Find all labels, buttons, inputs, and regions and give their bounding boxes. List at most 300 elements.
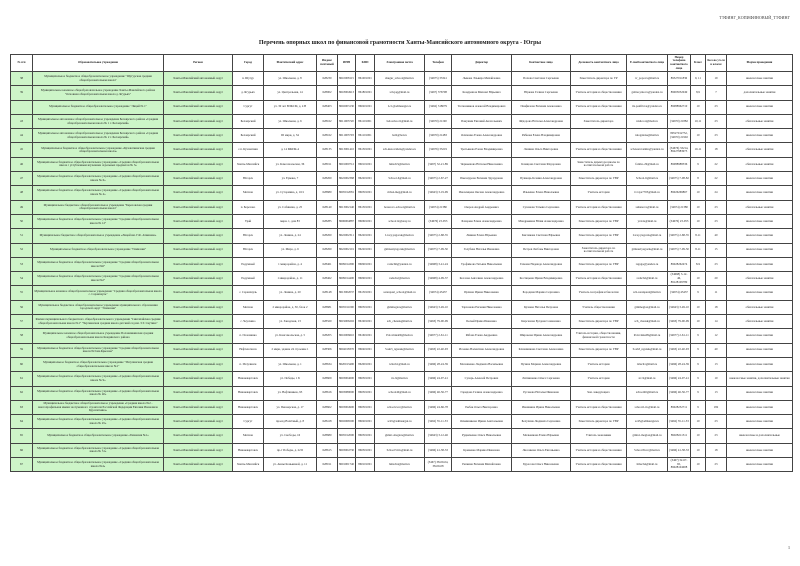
table-cell: 10 [691,129,706,143]
table-cell: Тютюнников Алексей Владимирович [452,100,512,114]
table-cell: 13 [706,357,727,371]
table-cell: Ханты-Мансийск [233,458,264,472]
table-cell: Зам. заведующего [571,386,627,400]
table-cell: Ханты-Мансийский автономный округ [164,100,233,114]
table-cell: 862001001 [356,357,375,371]
table-cell: 54 [11,272,33,286]
table-cell: Ханты-Мансийский автономный округ [164,214,233,228]
table-cell: внеклассные занятия [727,415,793,429]
table-cell: (3466) 24-07-41 [425,372,452,386]
table-cell: обязательные занятия [727,114,793,128]
table-cell: 8603089000 [338,386,356,400]
table-cell: ул. 30 лет ВЛКСМ, д. 4 В [264,100,317,114]
table-cell: Югорск [233,229,264,243]
table-cell: 89028211311 [668,429,691,443]
table-cell: (34643) 3-49-10 [425,300,452,314]
table-cell: Ханты-Мансийский автономный округ [164,257,233,271]
table-cell: Учитель истории и обществознания [571,400,627,414]
table-cell: ул. Комсомольская, 36 [264,157,317,171]
table-cell: Радужный [233,257,264,271]
table-cell: Широкова Ирина Александровна [512,329,571,343]
table-cell: п. Березово [233,200,264,214]
table-cell: Муниципальное бюджетное общеобразовательное учреждение «Средняя общеобразовательная школа № 4» [33,186,164,200]
table-cell: Рябкова Елена Владимировна [512,129,571,143]
table-cell: Ливина Елена Юрьевна [452,229,512,243]
column-header: Регион [164,55,233,72]
table-cell: 628306 [317,343,338,357]
table-cell: Попова Светлана Сергеевна [512,72,571,86]
table-cell: Учитель истории [571,357,627,371]
table-cell: izluch1@mail.ru [627,357,668,371]
table-cell: 89028252711 [668,400,691,414]
table-cell: Муниципальное автономное общеобразовательное учреждение Белоярского района «Средняя общеобразовательная школа № 2 г. Белоярский» [33,129,164,143]
column-header: Город [233,55,264,72]
table-cell: 57 [11,315,33,329]
table-cell: suhanova@mail.ru [627,200,668,214]
table-cell: Муниципальное бюджетное общеобразовательное учреждение "Средняя общеобразовательная школа № 12" [33,214,164,228]
table-cell: 20 [706,272,727,286]
table-cell: Учитель истории и обществознания [571,443,627,457]
table-cell: 10,11 [691,114,706,128]
table-cell: Бахарева Елена Александровна [452,214,512,228]
table-cell: 10 [691,100,706,114]
table-cell: Lc1@admsurgut.ru [375,100,425,114]
table-cell: (34676) 23-053 [425,214,452,228]
table-cell: Ханты-Мансийский автономный округ [164,286,233,300]
table-cell: Юркова Галина Сергеевна [512,86,571,100]
table-cell: 628285 [317,214,338,228]
table-cell: 860301001 [356,372,375,386]
table-cell: обязательные занятия [727,200,793,214]
table-cell: Русакова Наталья Ивановна [512,386,571,400]
table-cell: radsch2@mail.ru [627,272,668,286]
table-cell: обязательные занятия [727,315,793,329]
table-cell: 89527011836 [668,72,691,86]
table-cell: (34675) 2-67-27 [425,172,452,186]
table-cell: 51 [11,229,33,243]
table-cell: gimmegion@mail.ru [627,300,668,314]
table-cell: 860401001 [356,343,375,357]
table-cell: 8611003703 [338,129,356,143]
table-cell: 10 [706,372,727,386]
table-cell: 9 [691,357,706,371]
table-cell: Учитель истории и обществознания [571,458,627,472]
table-cell: 628320 [317,315,338,329]
table-cell: ila.panfilova@yandex.ru [627,100,668,114]
table-cell: Костицына Ирина Владимировна [512,272,571,286]
table-cell: Кислякова Светлана Юрьевна [512,229,571,243]
table-row [11,143,793,157]
table-header-row [11,55,793,72]
table-cell: Литвиненко Ольга Сергеевна [512,372,571,386]
table-cell: Репкина Евгения Михайловна [452,458,512,472]
table-cell: Ханты-Мансийский автономный округ [164,386,233,400]
table-cell: mbs4-meg@mail.ru [375,186,425,200]
table-cell: Заместитель директора по УВР [571,315,627,329]
table-cell: внеклассные занятия [727,286,793,300]
table-cell: Sosh3_ngansk@mail.ru [627,343,668,357]
table-cell: ул. Школьная, д. 1 [264,357,317,371]
table-cell: д. 14 МКПК-4 [264,143,317,157]
table-cell: 628162 [317,129,338,143]
table-cell: (34675) 7-09-50 [668,243,691,257]
table-cell: Муниципальное бюджетное общеобразовательное учреждение "Шугурская средняя общеобразовательная школа" [33,72,164,86]
table-cell: внеклассные занятия [727,329,793,343]
column-header: Фактический адрес [264,55,317,72]
table-cell: 8-9 [691,257,706,271]
column-header: Кол-во уч-ся в классе [706,55,727,72]
column-header: ИНН [338,55,356,72]
table-cell: внеклассные занятия [727,357,793,371]
table-cell: 22 [706,172,727,186]
table-cell: 8616006610 [338,329,356,343]
table-cell: 49 [11,200,33,214]
table-cell: 628002 [317,86,338,100]
table-cell: 7 [706,86,727,100]
table-cell: 8622002311 [338,229,356,243]
table-cell: Рудниченко Ольга Николаевна [452,429,512,443]
table-cell: ntshcool@mail.ru [627,114,668,128]
table-cell: 66 [11,443,33,457]
table-cell: galina.yrkova@yandex.ru [627,86,668,100]
table-cell: Ханты-Мансийский автономный округ [164,86,233,100]
table-cell: Белый Ирина Ивановна [452,315,512,329]
table-cell: gimnaziyugorsk@mail.ru [375,243,425,257]
table-cell: Муниципальное бюджетное общеобразовательное учреждение «Средняя общеобразовательная школа № 9» [33,372,164,386]
schools-table [10,54,793,472]
table-cell: 628615 [317,443,338,457]
table-cell: 628260 [317,243,338,257]
table-cell: Муниципальное бюджетное общеобразовательное учреждение муниципального образования городской округ "Гимназия" [33,300,164,314]
table-cell: 23 [706,129,727,143]
table-cell: 89003032049 [668,86,691,100]
table-cell: Ханты-Мансийск [233,157,264,171]
table-cell: (34677) 2-61-11 [425,329,452,343]
table-cell: Чернышова Наталья Николаевна [452,157,512,171]
table-cell: school40@mail.ru [627,386,668,400]
table-cell: school12@uray.ru [375,214,425,228]
column-header: Директор [452,55,512,72]
table-cell: 8613001410 [338,143,356,157]
table-cell: (34676) 33219 [425,143,452,157]
column-header: Контактное лицо [512,55,571,72]
table-cell: 38 [11,72,33,86]
table-cell: 628205 [317,329,338,343]
table-cell: 89028262474 [668,257,691,271]
document-code: ТТФИНГ_КОПИФИНОВЫЙ_ТТФИНГ [719,15,790,20]
table-cell: ул. Заводская, 13 [264,315,317,329]
table-cell: (34674) 45437 [425,286,452,300]
table-cell: 8603004730 [338,443,356,457]
table-cell: 8609014390 [338,257,356,271]
table-cell: 8620013490 [338,357,356,371]
table-cell: Учитель истории и обществознания [571,86,627,100]
table-cell: (3466) 24-07-41 [668,372,691,386]
table-cell: school40@mail.ru [375,386,425,400]
table-cell: 628418 [317,415,338,429]
table-cell: 860301001 [356,443,375,457]
table-cell: Муниципальное автономное общеобразовательное учреждение Белоярского района «Средняя общеобразовательная школа № 1 г. Белоярский» [33,114,164,128]
table-cell: Заместитель директора по УВР [571,229,627,243]
table-cell: Овчинникова Ирина Анатольевна [452,415,512,429]
table-cell: (34670) 21483 [425,129,452,143]
table-cell: 862201001 [356,172,375,186]
table-row [11,214,793,228]
table-cell: school2-nv@mail.ru [375,400,425,414]
table-cell: 58 [11,329,33,343]
column-header: Номер телефона контактного лица [668,55,691,72]
table-cell: Лыкова Эльвира Михайловна [452,72,512,86]
table-cell: Licey.yugorsk@mail.ru [375,229,425,243]
table-cell: Муниципальное бюджетное общеобразовательное учреждение «Средняя общеобразовательная школа №4» [33,458,164,472]
table-cell: 89088962710 [668,100,691,114]
table-cell: обязательные занятия [727,300,793,314]
table-cell: ул. Нефтяников, 93 [264,386,317,400]
table-cell: 860201001 [356,415,375,429]
table-cell: (34643) 3-49-10 [668,300,691,314]
table-cell: 860501001 [356,186,375,200]
table-row [11,257,793,271]
table-cell: 860301001 [356,386,375,400]
table-cell: Ханты-Мансийский автономный округ [164,300,233,314]
table-cell: III мкрн, д. 34 [264,129,317,143]
table-cell: 860301001 [356,400,375,414]
table-cell: ул. Победы, 1 Б [264,372,317,386]
table-cell: beloschool1@mail.ru [375,114,425,128]
table-cell: 628162 [317,114,338,128]
table-cell: Ханты-Мансийский автономный округ [164,415,233,429]
table-row [11,229,793,243]
table-cell: Муниципальное бюджетное общеобразовательное учреждение "Излучинская средняя общеобразовательная школа №1" [33,357,164,371]
table-cell: Муниципальное бюджетное общеобразовательное учреждение «Средняя общеобразовательная школа № 31» [33,443,164,457]
table-cell: (3466) 28-24-39 [668,357,691,371]
table-cell: Лашина Ольга Викторовна [512,143,571,157]
table-cell: 8613002037 [338,286,356,300]
table-cell: (3466) 41-38-33 [425,443,452,457]
table-cell: 23 [706,458,727,472]
table-cell: Муниципальное бюджетное общеобразовательное учреждение "Гимназия" [33,243,164,257]
table-cell: Панушин Евгений Анатольевич [452,114,512,128]
table-cell: Ханты-Мансийский автономный округ [164,172,233,186]
table-cell: внеклассные занятия [727,343,793,357]
table-cell: внеклассные занятия, дополнительные занятия [727,372,793,386]
table-cell: Учитель истории и обществознания [571,272,627,286]
table-cell: 8601000712 [338,157,356,171]
table-cell: 18 [706,300,727,314]
table-cell: 860901001 [356,257,375,271]
table-cell: 89088988336 [668,157,691,171]
table-cell: 9 [691,286,706,300]
table-cell: Муниципальное бюджетное общеобразовательное учреждение «Кузоваткинская средняя общеобразовательная школа» [33,143,164,157]
table-cell: Ивашкина Ирина Николаевна [512,400,571,414]
table-cell: sch_cheusk@mail.ru [627,315,668,329]
column-header: Электронная почта [375,55,425,72]
table-cell: 10 [691,272,706,286]
table-cell: 50 [11,214,33,228]
table-cell: gimmegion@mail.ru [375,300,425,314]
table-cell: 9, 11 [691,72,706,86]
table-cell: (34643) 3-19-99 [425,186,452,200]
table-cell: (34670) 21882 [668,114,691,128]
table-cell: (3463) 79-00-09 [668,315,691,329]
table-cell: Кременко Марина Ивановна [452,443,512,457]
table-cell: 67 [11,458,33,472]
table-cell: Муниципальное бюджетное общеобразовательное учреждение "Средняя общеобразовательная школа №3 им.Крылова" [33,343,164,357]
table-cell: 628403 [317,100,338,114]
table-cell: Муниципальное бюджетное общеобразовательное учреждение «Средняя общеобразовательная школа с углубленным изучением отдельных предметов № 3» [33,157,164,171]
table-cell: (34668) 4-09-37 [425,272,452,286]
table-cell: school2-nv@mail.ru [627,400,668,414]
table-row [11,443,793,457]
table-row [11,357,793,371]
table-cell: School31nv@mail.ru [375,443,425,457]
table-cell: 46 [11,157,33,171]
table-cell: 8603004600 [338,372,356,386]
table-cell: внеклассные занятия [727,443,793,457]
table-row [11,429,793,443]
table-cell: ivcaya7703@mail.ru [627,186,668,200]
table-cell: 860601001 [356,214,375,228]
table-cell: 14 [706,315,727,329]
table-cell: 10-11 [691,143,706,157]
table-cell: (3462) 35-11-53 [425,415,452,429]
table-cell: 628011 [317,157,338,171]
table-cell: Озеров Андрей Андреевич [452,200,512,214]
table-cell: 8611003720 [338,114,356,128]
table-cell: обязательные занятия [727,272,793,286]
table-cell: Ханты-Мансийский автономный округ [164,200,233,214]
table-cell: 861801001 [356,86,375,100]
table-cell: 18 [706,443,727,457]
table-cell: Нижневартовск [233,400,264,414]
table-cell: (34675) 33341 [425,72,452,86]
table-cell: berezovo-school@mail.ru [375,200,425,214]
table-cell: Ханты-Мансийский автономный округ [164,329,233,343]
table-cell: 860901001 [356,272,375,286]
table-cell: Ханты-Мансийский автономный округ [164,143,233,157]
table-cell: ул. Школьная, д. 6 [264,114,317,128]
table-cell: д. Ягурьях [233,86,264,100]
column-header: Индекс почтовый [317,55,338,72]
table-cell: yravle@mail.ru [627,214,668,228]
table-cell: мкрн. 1, дом 83 [264,214,317,228]
table-cell: Нижневартовск [233,443,264,457]
column-header: № п/п [11,55,33,72]
table-cell: ул. Пионерская, д. 17 [264,400,317,414]
table-cell: Клюшникова Светлана Алексеевна [512,343,571,357]
table-cell: 861301001 [356,200,375,214]
table-cell: 47 [11,172,33,186]
table-cell: Третьякова Елена Владимировна [452,143,512,157]
table-cell: ул. Ленина, д. 20 [264,286,317,300]
table-cell: (3462) 35-11-53 [668,415,691,429]
table-cell: внеклассные занятия [727,172,793,186]
table-cell: (34668) 3-12-46, 89128109789 [668,272,691,286]
table-cell: (3467) 32-21-89 [425,157,452,171]
table-cell: 89026269867 [668,186,691,200]
table-cell: 10 [691,415,706,429]
table-cell: 8,9 [691,86,706,100]
table-cell: radsch6@yandex.ru [375,257,425,271]
table-cell: обязательные занятия [727,143,793,157]
table-cell: 628634 [317,357,338,371]
table-cell: 8603004900 [338,400,356,414]
table-cell: 23 [706,415,727,429]
table-cell: (3467) 38-09-04, 38-09-08 [425,458,452,472]
table-cell: Белоярский [233,114,264,128]
table-cell: 862201001 [356,229,375,243]
table-cell: 9 [691,343,706,357]
table-cell: ул. Сутормина, д. 16/1 [264,186,317,200]
table-cell: 62 [11,386,33,400]
table-cell: п. Половинка [233,329,264,343]
table-cell: sch_cheusk@mail.ru [375,315,425,329]
table-cell: sch-kuzovatkin@yandex.ru [375,143,425,157]
table-cell: 56 [11,300,33,314]
table-row [11,86,793,100]
table-cell: 10 [691,315,706,329]
table-cell: Ханты-Мансийский автономный округ [164,400,233,414]
table-cell: Ханты-Мансийский автономный округ [164,429,233,443]
table-cell: Мегион [233,186,264,200]
table-cell: 60 [11,357,33,371]
table-cell: Сургут [233,415,264,429]
table-cell [571,129,627,143]
table-cell: Мандрыкина Юлия Александровна [512,214,571,228]
table-cell: Козлова Ангелина Александровна [452,272,512,286]
table-cell: 9 [691,386,706,400]
table-cell: 861101001 [356,129,375,143]
table-cell: Licey.yugorsk@mail.ru [627,229,668,243]
table-cell: 860101001 [356,157,375,171]
table-cell: 10 [691,443,706,457]
table-cell: обязательные занятия [727,157,793,171]
table-cell: (34674) 45437 [668,286,691,300]
table-cell: Сургут [233,100,264,114]
table-cell: (34675) 7-09-50 [425,243,452,257]
table-cell: Муниципальное казенное общеобразовательное учреждение "Средняя общеобразовательная школа с. Саранпауль" [33,286,164,300]
table-cell: Учитель истории и обществознания [571,143,627,157]
table-cell: 861101001 [356,114,375,128]
table-cell: 24 [706,186,727,200]
table-row [11,300,793,314]
table-cell: 48 [11,186,33,200]
table-cell: (34675) 7-08-82 [668,172,691,186]
column-header: E-mail контактного лица [627,55,668,72]
table-cell: 10 [691,186,706,200]
table-cell: sc45@admsurgut.ru [375,415,425,429]
table-cell: 1 микрорайон, д. 4 [264,257,317,271]
column-header: Должность контактного лица [571,55,627,72]
table-cell: Муниципальное бюджетное общеобразовательное учреждение "Березовская средняя общеобразовательная школа" [33,200,164,214]
table-cell: Нижневартовск [233,372,264,386]
table-cell: 55 [11,286,33,300]
table-cell: 10 [691,458,706,472]
table-cell: (3462) 318079 [425,100,452,114]
table-cell: Ханты-Мансийский автономный округ [164,229,233,243]
table-cell: 861601001 [356,329,375,343]
table-cell: 15 [706,243,727,257]
table-cell: Муниципальное казенное общеобразовательное учреждение Половинкинская средняя общеобразовательная школа Кондинского района [33,329,164,343]
table-cell: внеклассные занятия [727,129,793,143]
table-cell: Ханты-Мансийский автономный округ [164,243,233,257]
table-cell: 19 [706,72,727,86]
table-cell: 861001001 [356,72,375,86]
table-cell: 13 [706,386,727,400]
table-cell: 8618004913 [338,86,356,100]
table-cell: Ханты-Мансийский автономный округ [164,443,233,457]
table-row [11,386,793,400]
